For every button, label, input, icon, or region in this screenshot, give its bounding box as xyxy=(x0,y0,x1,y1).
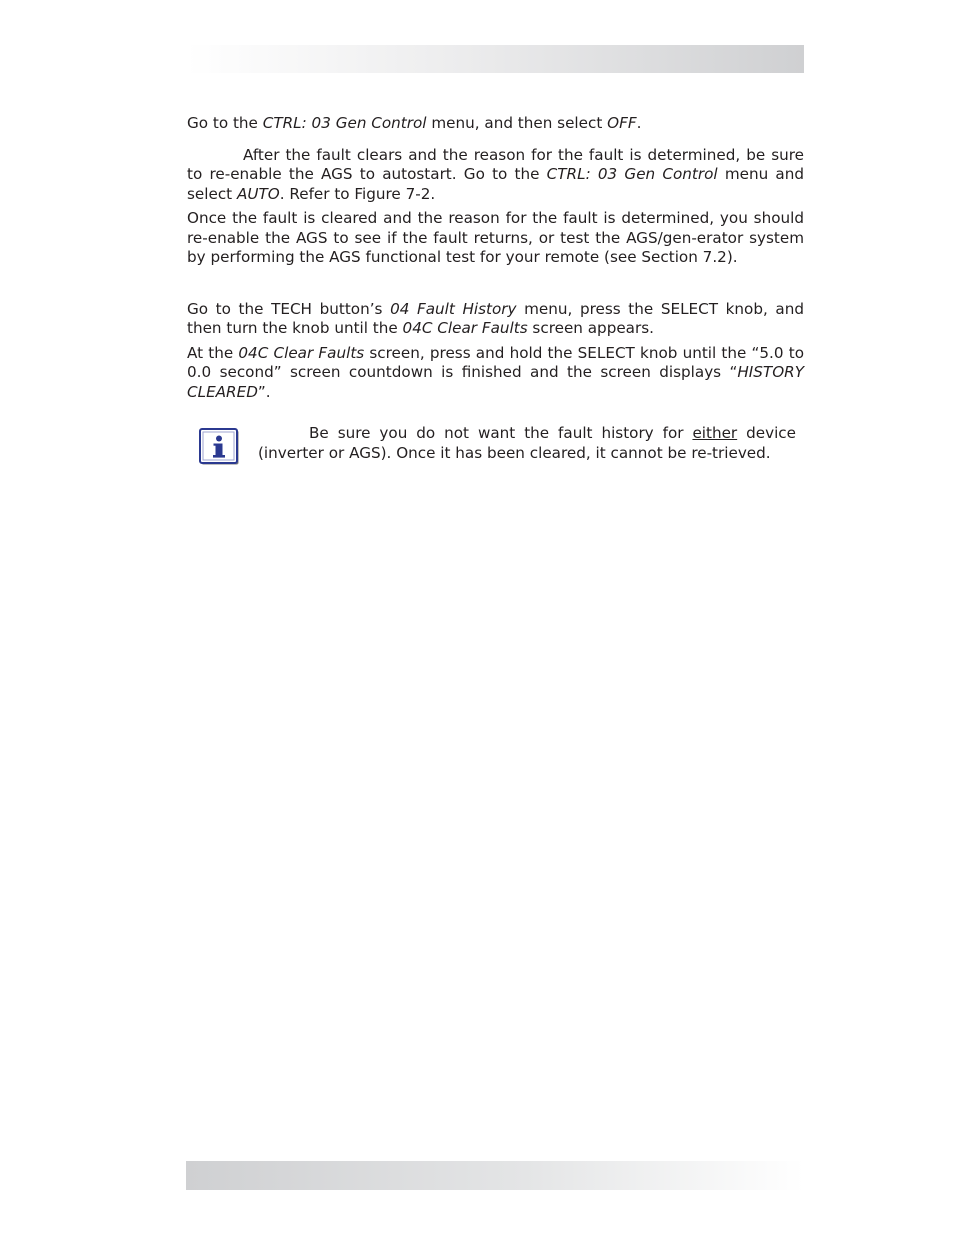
note-text: Be sure you do not want the fault history for either device (inverter or AGS). Once it has been cleared, it cannot be re-trieved. xyxy=(258,424,796,462)
info-icon xyxy=(199,428,239,465)
header-bar xyxy=(186,45,804,73)
paragraph-gen-control-off: Go to the CTRL: 03 Gen Control menu, and then select OFF. xyxy=(187,114,642,132)
paragraph-fault-history-menu: Go to the TECH button’s 04 Fault History menu, press the SELECT knob, and then turn the knob until the 04C Clear Faults screen appears. xyxy=(187,299,804,337)
paragraph-functional-test: Once the fault is cleared and the reason for the fault is determined, you should re-enable the AGS to see if the fault returns, or test the AGS/gen-erator system by performing the AGS functional test for your remote (see Section 7.2). xyxy=(187,209,804,266)
paragraph-reenable-autostart: After the fault clears and the reason for the fault is determined, be sure to re-enable the AGS to autostart. Go to the CTRL: 03 Gen Control menu and select AUTO. Refer to Figure 7-2. xyxy=(187,145,804,203)
paragraph-clear-faults-screen: At the 04C Clear Faults screen, press and hold the SELECT knob until the “5.0 to 0.0 second” screen countdown is finished and the screen displays “HISTORY CLEARED”. xyxy=(187,343,804,401)
footer-bar xyxy=(186,1161,804,1190)
document-body xyxy=(187,114,804,402)
